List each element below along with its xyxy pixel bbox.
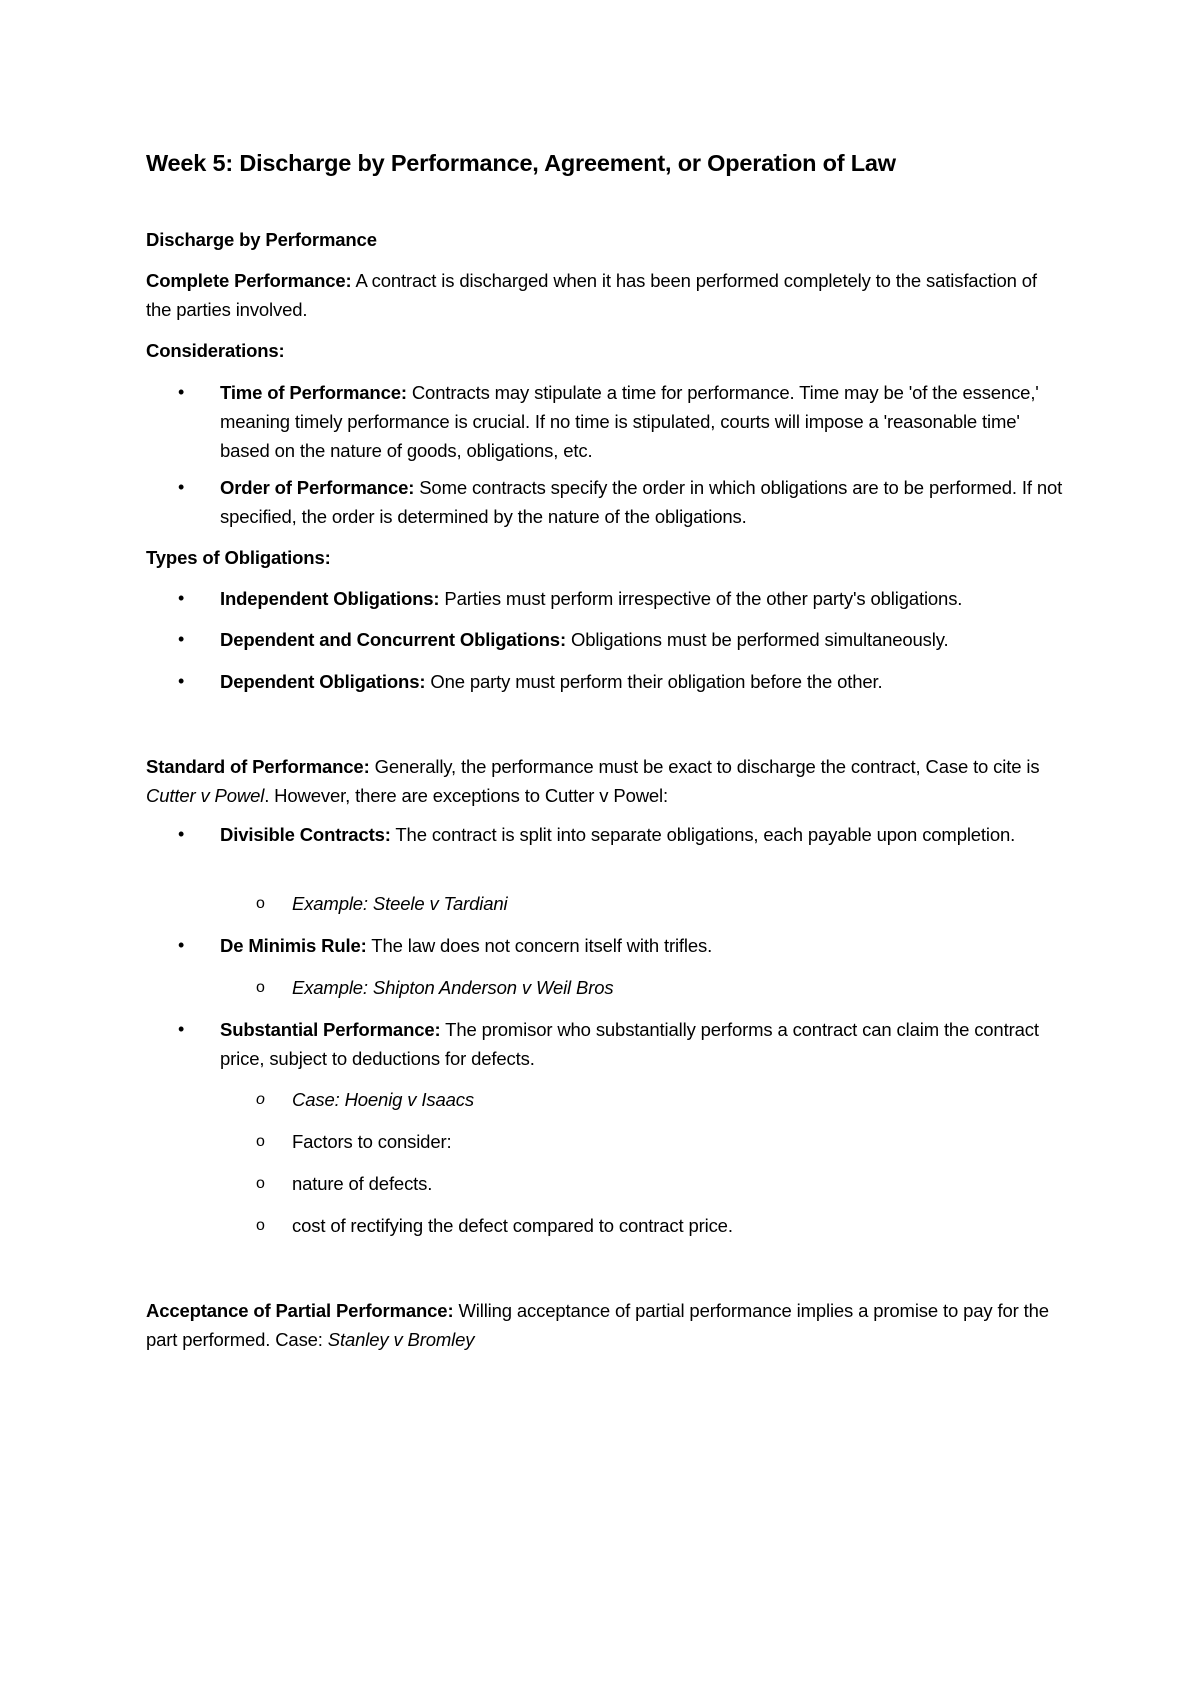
sub-list-item [146,889,1066,919]
list-item [146,473,1066,533]
list-item [146,625,1066,655]
bullet-marker: • [178,588,185,608]
bullet-marker: • [178,1019,185,1039]
list-item-text [220,667,1066,696]
case-citation: Cutter v Powel [146,785,265,806]
list-item-body: Some contracts specify the order in which obligations are to be performed. If not specified, the order is determined by the nature of the obligations. [220,477,1063,527]
case-citation: Stanley v Bromley [327,1329,475,1350]
bullet-marker: • [178,671,185,691]
acceptance-paragraph [146,1296,1066,1354]
sub-bullet-marker: o [256,1091,265,1108]
example-citation: Example: Steele v Tardiani [292,893,508,914]
considerations-heading: Considerations: [146,340,285,361]
list-item-body: Obligations must be performed simultaneously. [565,629,949,650]
list-item [146,931,1066,961]
list-item-term: Independent Obligations: [220,588,440,609]
sub-list-item [146,1169,1066,1199]
standard-of-performance-paragraph [146,752,1066,810]
list-item [146,378,1066,468]
complete-performance-paragraph [146,266,1066,324]
bullet-marker: • [178,629,185,649]
list-item-text [220,820,1066,849]
list-item-term: Dependent Obligations: [220,671,426,692]
sub-list-item [146,1127,1066,1157]
list-item-term: De Minimis Rule: [220,935,367,956]
list-item-text [220,931,1066,960]
list-item-text [220,1015,1066,1073]
example-citation: Example: Shipton Anderson v Weil Bros [292,977,614,998]
sub-bullet-marker: o [256,895,265,912]
list-item [146,667,1066,697]
page-title: Week 5: Discharge by Performance, Agreement, or Operation of Law [146,150,896,176]
section-heading-discharge: Discharge by Performance [146,229,377,250]
standard-text-end: . However, there are exceptions to Cutter v Powel: [264,785,669,806]
bullet-marker: • [178,477,185,497]
bullet-marker: • [178,824,185,844]
list-item [146,820,1066,880]
list-item-term: Order of Performance: [220,477,415,498]
list-item-text [220,378,1066,465]
list-item-text [220,473,1066,531]
list-item [146,584,1066,614]
standard-text: Generally, the performance must be exact to discharge the contract, Case to cite is [369,756,1040,777]
sub-list-item-text: cost of rectifying the defect compared to contract price. [292,1215,733,1236]
acceptance-term: Acceptance of Partial Performance: [146,1300,454,1321]
sub-bullet-marker: o [256,1217,265,1234]
list-item-term: Dependent and Concurrent Obligations: [220,629,566,650]
sub-list-item-text: nature of defects. [292,1173,433,1194]
sub-list-item [146,973,1066,1003]
types-heading: Types of Obligations: [146,547,331,568]
sub-list-item [146,1085,1066,1115]
list-item-term: Divisible Contracts: [220,824,391,845]
sub-bullet-marker: o [256,1133,265,1150]
sub-bullet-marker: o [256,1175,265,1192]
complete-performance-term: Complete Performance: [146,270,352,291]
list-item-body: The promisor who substantially performs a contract can claim the contract price, subject to deductions for defects. [220,1019,1039,1069]
list-item-body: The law does not concern itself with trifles. [366,935,713,956]
bullet-marker: • [178,382,185,402]
sub-bullet-marker: o [256,979,265,996]
list-item-body: One party must perform their obligation before the other. [425,671,883,692]
case-citation: Case: Hoenig v Isaacs [292,1089,474,1110]
list-item-term: Time of Performance: [220,382,407,403]
list-item-body: The contract is split into separate obligations, each payable upon completion. [390,824,1016,845]
sub-list-item-text: Factors to consider: [292,1131,452,1152]
standard-term: Standard of Performance: [146,756,370,777]
acceptance-text: Willing acceptance of partial performance implies a promise to pay for the part performed. Case: [146,1300,1049,1350]
list-item-body: Contracts may stipulate a time for performance. Time may be 'of the essence,' meaning timely performance is crucial. If no time is stipulated, courts will impose a 'reasonable time' based on the nature of goods, obligations, etc. [220,382,1039,461]
list-item-text [220,584,1066,613]
list-item [146,1015,1066,1075]
bullet-marker: • [178,935,185,955]
list-item-body: Parties must perform irrespective of the other party's obligations. [439,588,963,609]
sub-list-item [146,1211,1066,1241]
list-item-text [220,625,1066,654]
list-item-term: Substantial Performance: [220,1019,441,1040]
complete-performance-text: A contract is discharged when it has been performed completely to the satisfaction of the parties involved. [146,270,1037,320]
